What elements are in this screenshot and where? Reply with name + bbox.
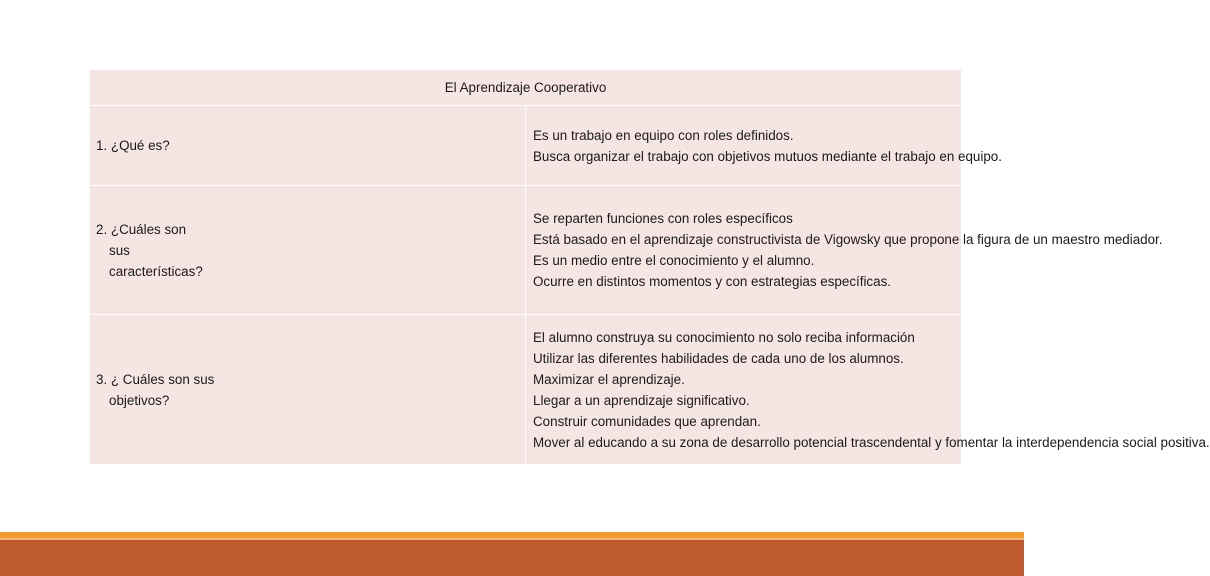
question-line: 2. ¿Cuáles son [96, 221, 187, 237]
content-table [90, 70, 1210, 465]
answer-line: Construir comunidades que aprendan. [533, 413, 761, 429]
answer-line: Llegar a un aprendizaje significativo. [533, 392, 750, 408]
question-cell [90, 315, 526, 465]
table-title: El Aprendizaje Cooperativo [90, 70, 961, 106]
answer-line: Busca organizar el trabajo con objetivos mutuos mediante el trabajo en equipo. [533, 148, 1002, 164]
answer-cell [526, 315, 1210, 465]
answer-line: Utilizar las diferentes habilidades de cada uno de los alumnos. [533, 350, 904, 366]
answer-line: Ocurre en distintos momentos y con estrategias específicas. [533, 274, 891, 289]
question-line: características? [109, 263, 203, 279]
answer-line: Maximizar el aprendizaje. [533, 371, 685, 387]
table-header-row [90, 70, 961, 106]
answer-line: El alumno construya su conocimiento no solo reciba información [533, 329, 915, 345]
answer-cell [526, 106, 1002, 186]
table-row [90, 106, 961, 186]
question-cell [90, 106, 526, 186]
answer-line: Mover al educando a su zona de desarrollo potencial trascendental y fomentar la interdependencia social positiva. [533, 434, 1210, 450]
question-line: objetivos? [109, 392, 170, 408]
answer-cell [526, 186, 1163, 315]
answer-line: Es un trabajo en equipo con roles definidos. [533, 127, 794, 143]
answer-line: Se reparten funciones con roles específicos [533, 211, 793, 226]
answer-line: Está basado en el aprendizaje constructivista de Vigowsky que propone la figura de un maestro mediador. [533, 232, 1163, 247]
cooperative-learning-table [90, 70, 1210, 465]
table-row [90, 315, 961, 465]
table-row [90, 186, 961, 315]
answer-line: Es un medio entre el conocimiento y el alumno. [533, 253, 815, 268]
question-line: 1. ¿Qué es? [96, 138, 170, 153]
question-line: 3. ¿ Cuáles son sus [96, 371, 215, 387]
question-line: sus [109, 242, 130, 258]
footer-bar [0, 540, 1024, 576]
question-cell [90, 186, 526, 315]
